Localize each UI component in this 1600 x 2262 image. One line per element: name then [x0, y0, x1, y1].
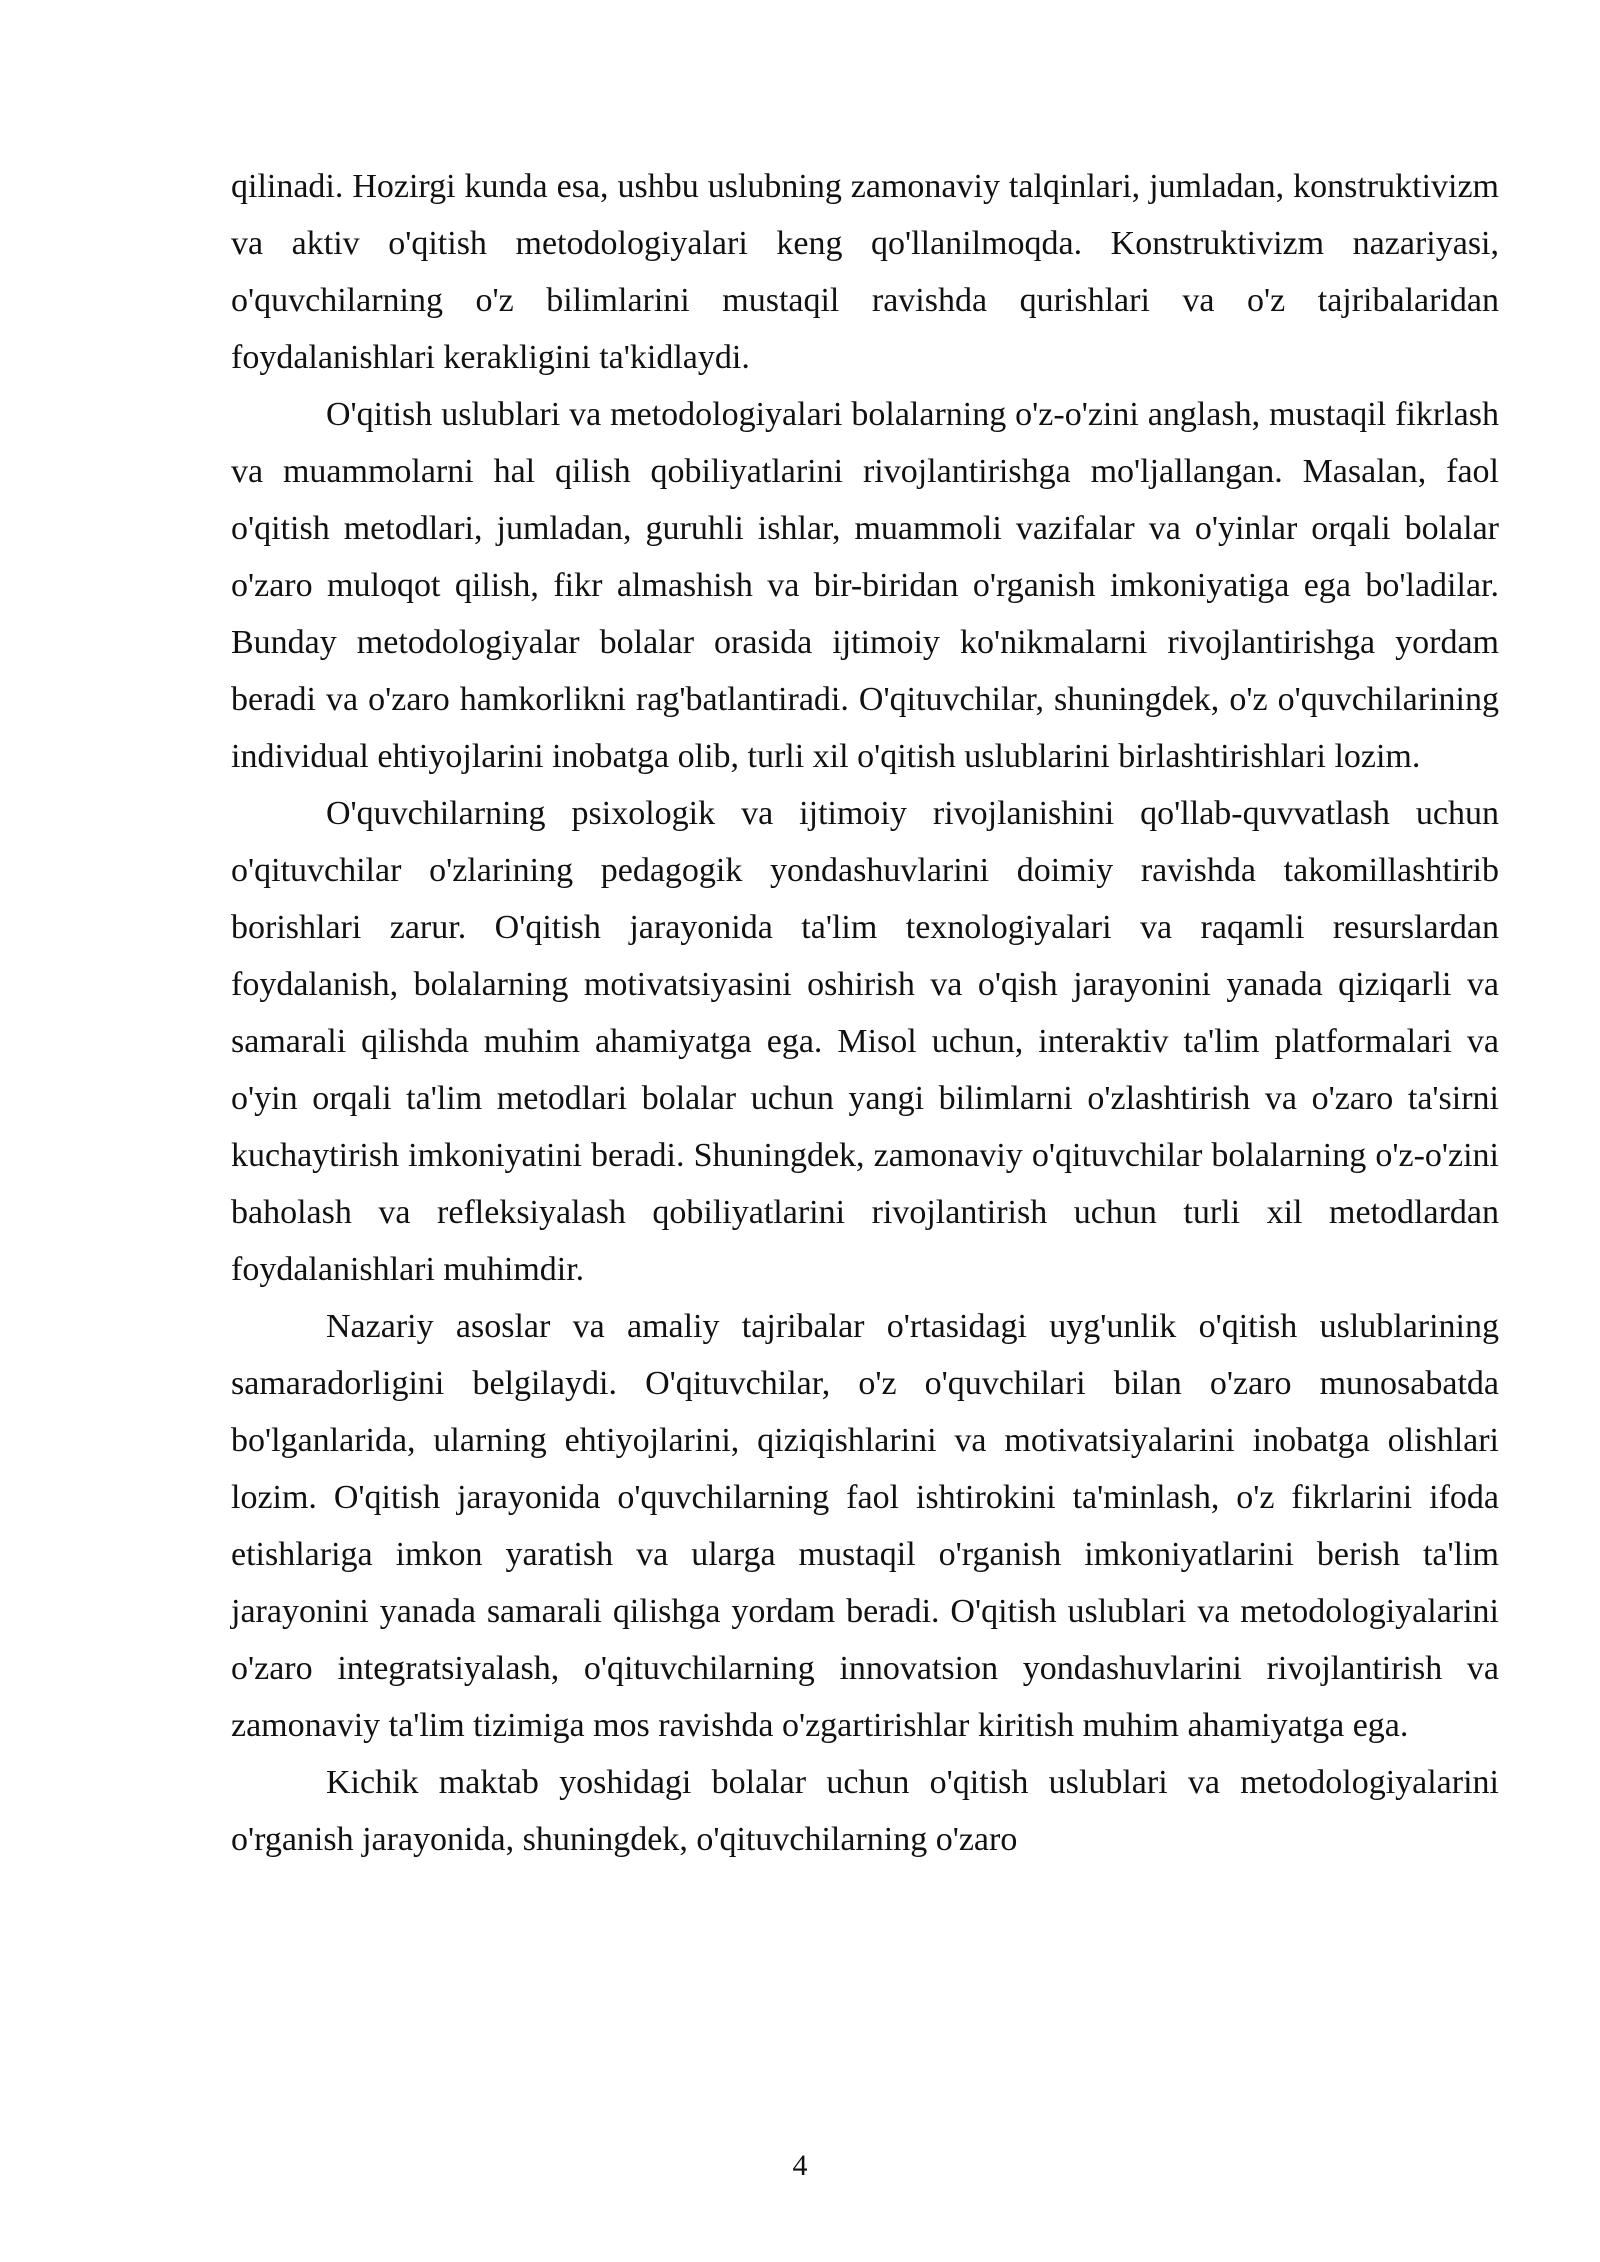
paragraph-5: Kichik maktab yoshidagi bolalar uchun o'qitish uslublari va metodologiyalarini o'rganish jarayonida, shuningdek, o'qituvchilarning o'zaro	[231, 1764, 1499, 1858]
page-number: 4	[792, 2149, 808, 2182]
paragraph-2: O'qitish uslublari va metodologiyalari bolalarning o'z-o'zini anglash, mustaqil fikrlash va muammolarni hal qilish qobiliyatlarini rivojlantirishga mo'ljallangan. Masalan, faol o'qitish metodlari, jumladan, guruhli ishlar, muammoli vazifalar va o'yinlar orqali bolalar o'zaro muloqot qilish, fikr almashish va bir-biridan o'rganish imkoniyatiga ega bo'ladilar. Bunday metodologiyalar bolalar orasida ijtimoiy ko'nikmalarni rivojlantirishga yordam beradi va o'zaro hamkorlikni rag'batlantiradi. O'qituvchilar, shuningdek, o'z o'quvchilarining individual ehtiyojlarini inobatga olib, turli xil o'qitish uslublarini birlashtirishlari lozim.	[231, 396, 1499, 775]
paragraph-1: qilinadi. Hozirgi kunda esa, ushbu uslubning zamonaviy talqinlari, jumladan, konstruktivizm va aktiv o'qitish metodologiyalari keng qo'llanilmoqda. Konstruktivizm nazariyasi, o'quvchilarning o'z bilimlarini mustaqil ravishda qurishlari va o'z tajribalaridan foydalanishlari kerakligini ta'kidlaydi.	[231, 168, 1499, 376]
body-text	[231, 158, 1499, 1868]
paragraph-3: O'quvchilarning psixologik va ijtimoiy rivojlanishini qo'llab-quvvatlash uchun o'qituvchilar o'zlarining pedagogik yondashuvlarini doimiy ravishda takomillashtirib borishlari zarur. O'qitish jarayonida ta'lim texnologiyalari va raqamli resurslardan foydalanish, bolalarning motivatsiyasini oshirish va o'qish jarayonini yanada qiziqarli va samarali qilishda muhim ahamiyatga ega. Misol uchun, interaktiv ta'lim platformalari va o'yin orqali ta'lim metodlari bolalar uchun yangi bilimlarni o'zlashtirish va o'zaro ta'sirni kuchaytirish imkoniyatini beradi. Shuningdek, zamonaviy o'qituvchilar bolalarning o'z-o'zini baholash va refleksiyalash qobiliyatlarini rivojlantirish uchun turli xil metodlardan foydalanishlari muhimdir.	[231, 795, 1499, 1288]
paragraph-4: Nazariy asoslar va amaliy tajribalar o'rtasidagi uyg'unlik o'qitish uslublarining samaradorligini belgilaydi. O'qituvchilar, o'z o'quvchilari bilan o'zaro munosabatda bo'lganlarida, ularning ehtiyojlarini, qiziqishlarini va motivatsiyalarini inobatga olishlari lozim. O'qitish jarayonida o'quvchilarning faol ishtirokini ta'minlash, o'z fikrlarini ifoda etishlariga imkon yaratish va ularga mustaqil o'rganish imkoniyatlarini berish ta'lim jarayonini yanada samarali qilishga yordam beradi. O'qitish uslublari va metodologiyalarini o'zaro integratsiyalash, o'qituvchilarning innovatsion yondashuvlarini rivojlantirish va zamonaviy ta'lim tizimiga mos ravishda o'zgartirishlar kiritish muhim ahamiyatga ega.	[231, 1308, 1499, 1744]
